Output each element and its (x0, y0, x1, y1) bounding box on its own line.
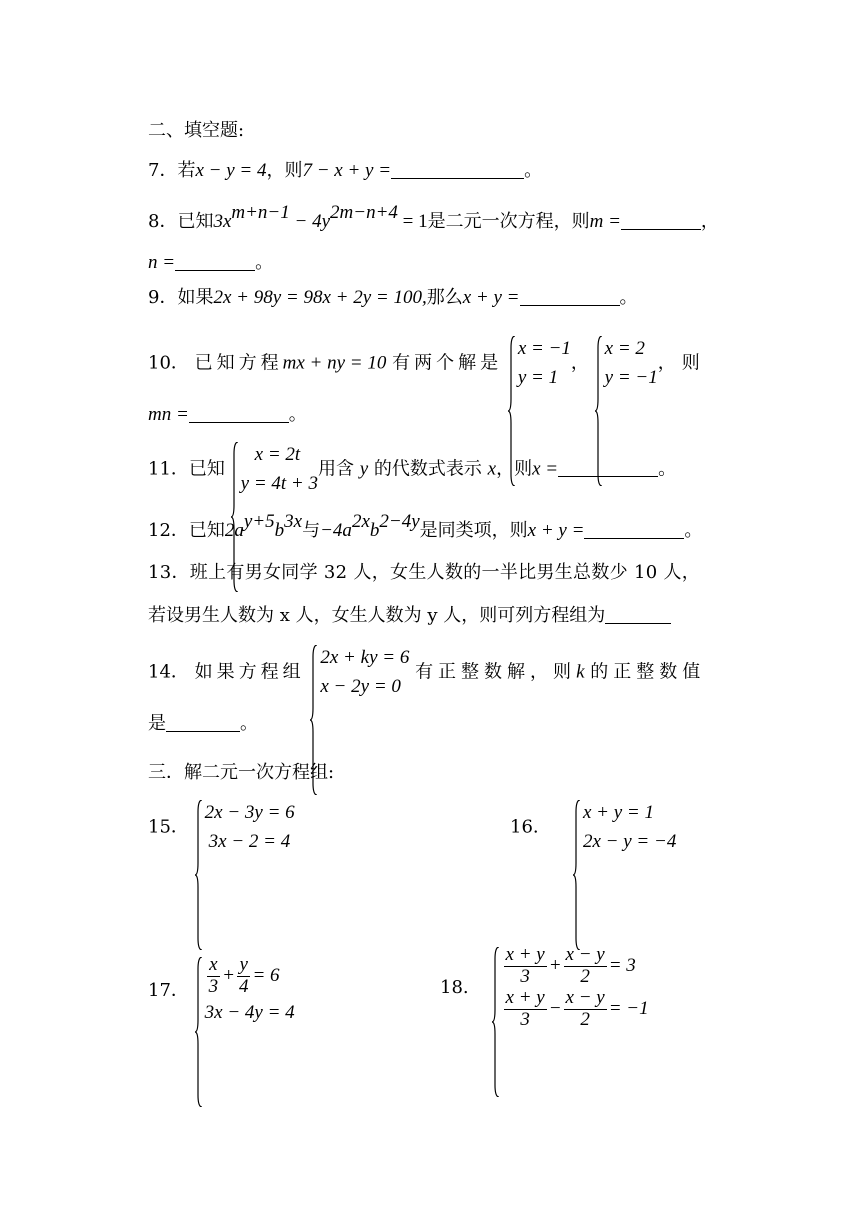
q11-equation-1: x = 2t (254, 444, 301, 465)
q14-text-4: 是 (148, 713, 166, 734)
question-10-line-2 (148, 404, 307, 427)
q7-condition: x − y = 4 (195, 160, 267, 181)
q13-text-2: 若设男生人数为 x 人，女生人数为 y 人，则可列方程组为 (148, 605, 606, 626)
q7-answer-blank[interactable] (391, 160, 524, 179)
q18-frac-d-numerator: x − y (565, 986, 605, 1008)
question-8 (148, 202, 719, 234)
q15-number: 15． (148, 816, 189, 838)
q18-frac-b-numerator: x − y (565, 944, 605, 965)
q8-number: 8． (148, 211, 178, 232)
q16-equation-2: 2x − y = −4 (582, 831, 677, 853)
q17-equation-2: 3x − 4y = 4 (204, 1001, 295, 1023)
question-13-line-2 (148, 605, 671, 627)
q17-number: 17． (148, 980, 189, 1002)
q14-system (310, 643, 409, 702)
q8-text: 已知 (177, 211, 214, 232)
question-15 (148, 798, 295, 857)
q18-minus: − (548, 997, 562, 1019)
q10-number: 10． (148, 352, 189, 374)
q9-answer-blank[interactable] (520, 287, 620, 306)
question-14 (148, 643, 705, 702)
question-14-line-2 (148, 713, 258, 735)
q11-system (231, 440, 318, 499)
q7-end: 。 (524, 160, 543, 181)
q15-equation-1: 2x − 3y = 6 (204, 802, 295, 823)
q11-number: 11． (148, 458, 189, 480)
question-10 (148, 334, 706, 393)
q8-exponent-2: 2m−n+4 (330, 202, 398, 223)
q12-expression: x + y = (527, 520, 585, 541)
brace-icon (573, 800, 581, 950)
q8-term-1: 3x (213, 211, 232, 232)
question-17 (148, 955, 295, 1027)
q17-system (195, 955, 295, 1027)
q11-text: 已知 (188, 458, 225, 480)
q15-system (195, 798, 295, 857)
q8-rhs: = 1 (397, 211, 428, 232)
question-16 (510, 798, 676, 857)
q13-answer-blank[interactable] (605, 605, 671, 624)
q12-exponent-2: 3x (284, 511, 303, 532)
q18-number: 18. (440, 976, 469, 998)
q17-frac-2-numerator: y (237, 955, 251, 977)
q10-text-3: ，则 (657, 352, 706, 374)
q15-equation-2: 3x − 2 = 4 (208, 831, 291, 853)
q16-system (573, 798, 676, 857)
q8-separator: ， (700, 211, 719, 232)
question-9 (148, 287, 638, 310)
q18-equation-2 (502, 988, 649, 1031)
q14-equation-2: x − 2y = 0 (320, 676, 401, 698)
q12-number: 12． (148, 520, 189, 541)
q7-number: 7． (148, 160, 178, 181)
brace-icon (195, 957, 203, 1107)
q12-answer-blank[interactable] (584, 520, 684, 539)
q18-frac-b-denominator: 2 (580, 965, 590, 987)
brace-icon (492, 947, 500, 1097)
q8-n-blank[interactable] (175, 252, 255, 271)
q10-answer-blank[interactable] (189, 404, 289, 423)
q11-x-label: x = (532, 458, 559, 480)
q8-n-label: n = (148, 252, 176, 273)
q10-solution-1-x: x = −1 (517, 338, 571, 359)
question-7 (148, 160, 542, 183)
q10-mn-label: mn = (148, 404, 189, 425)
q17-frac-1-denominator: 3 (208, 975, 219, 997)
q18-frac-a-numerator: x + y (505, 944, 545, 965)
q12-exponent-4: 2−4y (379, 511, 420, 532)
q11-answer-blank[interactable] (558, 458, 658, 477)
q12-exponent-3: 2x (351, 511, 370, 532)
q10-solution-2 (595, 334, 658, 393)
q12-text-3: 是同类项，则 (419, 520, 528, 541)
q11-text-3: 的代数式表示 (373, 458, 482, 480)
q14-var-k: k (576, 661, 585, 683)
q18-rhs-2: = −1 (608, 997, 649, 1019)
q9-end: 。 (619, 287, 638, 308)
q8-end: 。 (255, 252, 274, 273)
q11-text-4: ，则 (496, 458, 533, 480)
q10-comma: ， (570, 352, 589, 374)
section-2-title: 二、填空题: (148, 120, 245, 141)
q8-term-2: − 4y (289, 211, 331, 232)
q18-frac-d-denominator: 2 (580, 1008, 590, 1030)
question-8-line-2 (148, 252, 273, 275)
q8-m-label: m = (589, 211, 621, 232)
q18-frac-a-denominator: 3 (520, 965, 530, 987)
q9-equation: 2x + 98y = 98x + 2y = 100, (213, 287, 427, 308)
q10-equation: mx + ny = 10 (282, 352, 387, 374)
q12-exponent-1: y+5 (243, 511, 275, 532)
q9-number: 9． (148, 287, 178, 308)
q11-equation-2: y = 4t + 3 (240, 473, 318, 495)
question-12 (148, 511, 703, 543)
q14-answer-blank[interactable] (166, 713, 240, 732)
q8-text-2: 是二元一次方程，则 (427, 211, 590, 232)
q14-equation-1: 2x + ky = 6 (320, 647, 410, 668)
q10-solution-1 (508, 334, 571, 393)
q8-m-blank[interactable] (621, 211, 701, 230)
q7-text-2: ，则 (266, 160, 303, 181)
q7-text: 若 (177, 160, 196, 181)
q10-text: 已知方程 (194, 352, 283, 374)
q12-term-1-b: b (274, 520, 285, 541)
q14-text-2: 有正整数解，则 (415, 661, 577, 683)
q14-text: 如果方程组 (194, 661, 305, 683)
q11-var-x: x (487, 458, 497, 480)
q12-term-1: 2a (224, 520, 244, 541)
q14-end: 。 (240, 713, 258, 734)
q12-end: 。 (684, 520, 703, 541)
q17-frac-2-denominator: 4 (238, 975, 249, 997)
q18-frac-c-numerator: x + y (505, 986, 545, 1008)
q10-solution-1-y: y = 1 (517, 367, 559, 389)
q16-number: 16. (510, 816, 539, 838)
q9-text-2: 那么 (426, 287, 463, 308)
question-18 (440, 945, 649, 1031)
q9-text: 如果 (177, 287, 214, 308)
question-11 (148, 440, 676, 499)
q16-equation-1: x + y = 1 (582, 802, 654, 823)
q17-equation-1 (205, 955, 295, 998)
q11-text-2: 用含 (318, 458, 354, 480)
q17-plus: + (222, 964, 235, 986)
q12-term-2: −4a (320, 520, 352, 541)
q9-expression: x + y = (462, 287, 520, 308)
q17-rhs: = 6 (252, 964, 280, 986)
section-3-title: 三．解二元一次方程组: (148, 762, 335, 783)
q8-exponent-1: m+n−1 (231, 202, 290, 223)
q12-term-2-b: b (369, 520, 380, 541)
q17-frac-1-numerator: x (207, 955, 221, 977)
q10-end: 。 (288, 404, 307, 425)
q10-text-2: 有两个解是 (392, 352, 503, 374)
q18-rhs-1: = 3 (608, 954, 636, 976)
q7-expression: 7 − x + y = (302, 160, 392, 181)
brace-icon (195, 800, 203, 950)
q12-text: 已知 (188, 520, 225, 541)
question-13: 13．班上有男女同学 32 人，女生人数的一半比男生总数少 10 人， (148, 562, 701, 583)
q14-text-3: 的正整数值 (590, 661, 706, 683)
q10-solution-2-x: x = 2 (604, 338, 645, 359)
q10-solution-2-y: y = −1 (604, 367, 658, 389)
q14-number: 14． (148, 661, 189, 683)
q18-plus: + (548, 954, 562, 976)
q18-equation-1 (502, 945, 649, 988)
q18-frac-c-denominator: 3 (520, 1008, 530, 1030)
q18-system (492, 945, 649, 1031)
q12-text-2: 与 (302, 520, 321, 541)
q11-end: 。 (658, 458, 677, 480)
q11-var-y: y (359, 458, 369, 480)
